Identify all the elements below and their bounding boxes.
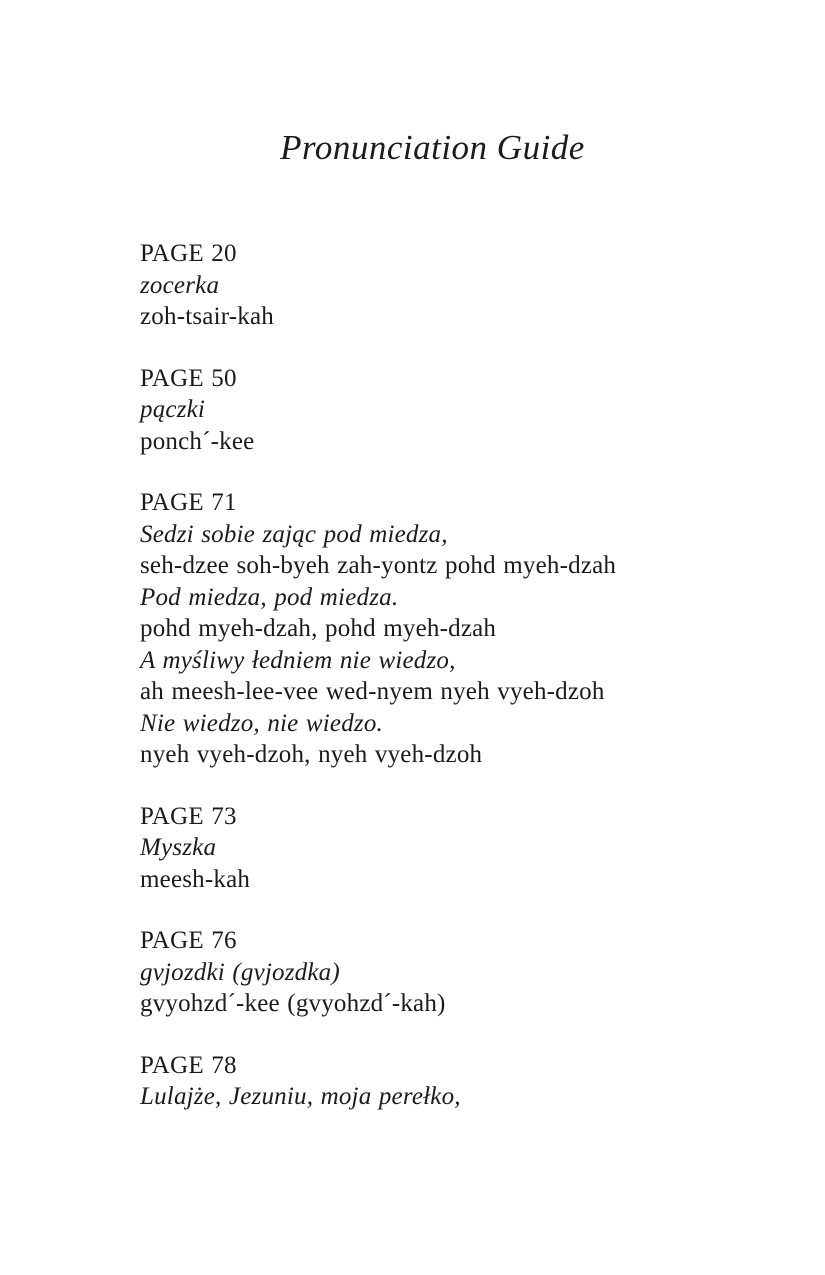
entry-page-label: PAGE 20: [140, 240, 237, 267]
entry-page-label: PAGE 78: [140, 1051, 237, 1079]
page-title: Pronunciation Guide: [280, 128, 585, 167]
entry-page-label: PAGE 76: [140, 927, 237, 954]
pronunciation: seh-dzee soh-byeh zah-yontz pohd myeh-dzah: [140, 552, 617, 579]
entry-page-label: PAGE 71: [140, 489, 237, 516]
pronunciation: ah meesh-lee-vee wed-nyem nyeh vyeh-dzoh: [140, 678, 605, 705]
original-word: pączki: [140, 396, 206, 423]
original-word: Lulajże, Jezuniu, moja perełko,: [140, 1083, 461, 1110]
entry: [140, 925, 735, 1020]
original-word: gvjozdki (gvjozdka): [140, 958, 340, 986]
pronunciation-entries: [0, 238, 825, 1113]
pronunciation: ponch´-kee: [140, 427, 255, 455]
entry: [140, 238, 735, 333]
entry: [140, 487, 735, 771]
original-word: Pod miedza, pod miedza.: [140, 583, 399, 611]
pronunciation: gvyohzd´-kee (gvyohzd´-kah): [140, 990, 446, 1017]
original-word: Myszka: [140, 834, 217, 861]
pronunciation: pohd myeh-dzah, pohd myeh-dzah: [140, 615, 497, 642]
entry-page-label: PAGE 73: [140, 802, 237, 830]
entry-page-label: PAGE 50: [140, 364, 237, 392]
entry: [140, 801, 735, 896]
original-word: zocerka: [140, 271, 220, 299]
pronunciation: nyeh vyeh-dzoh, nyeh vyeh-dzoh: [140, 741, 483, 768]
original-word: Sedzi sobie zając pod miedza,: [140, 520, 448, 548]
original-word: A myśliwy łedniem nie wiedzo,: [140, 646, 456, 674]
entry: [140, 1050, 735, 1113]
entry: [140, 363, 735, 458]
pronunciation: zoh-tsair-kah: [140, 303, 274, 330]
original-word: Nie wiedzo, nie wiedzo.: [140, 709, 384, 737]
pronunciation: meesh-kah: [140, 865, 251, 893]
